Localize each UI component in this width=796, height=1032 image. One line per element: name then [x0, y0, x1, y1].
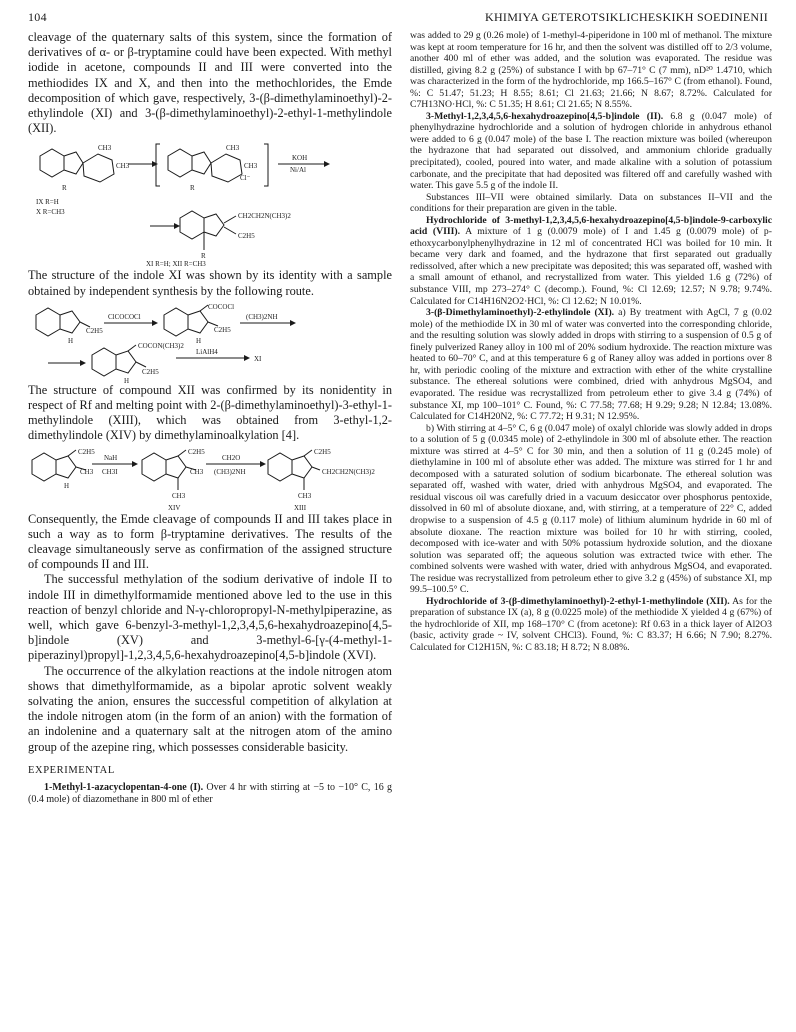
label-lialh4: LiAlH4 — [196, 347, 218, 356]
caption-xi-xii: XI R=H; XII R=CH3 — [146, 260, 206, 269]
label-nah: NaH — [104, 453, 118, 462]
label-ch2o: CH2O — [222, 453, 241, 462]
paragraph: The structure of compound XII was confirmed by its nonidentity in respect of Rf and melting point with 2-(β-dimethylaminoethyl)-3-ethyl-1-methylindole (XIII), which was obtained from 3-ethyl-1,2-dimethylindole (XIV) by dimethylaminoalkylation [4]. — [28, 382, 392, 443]
compound-body: Over 4 hr with stirring at −5 to −10° C, 16 g (0.4 mole) of diazomethane in 800 ml of ether — [28, 781, 392, 806]
label-ch3-top-2: CH3 — [226, 144, 240, 153]
label-et-c: C2H5 — [314, 447, 331, 456]
label-side-chain: CH2CH2N(CH3)2 — [238, 212, 291, 221]
section-heading-experimental: EXPERIMENTAL — [28, 764, 115, 776]
label-ch3i: CH3I — [102, 467, 118, 476]
paragraph: b) With stirring at 4–5° C, 6 g (0.047 mole) of oxalyl chloride was slowly added in drops to a solution of 5 g (0.0345 mole) of 2-ethylindole in 300 ml of absolute ether. The reaction mixture was stirred at 4–5° C for 30 min, and then a solution of 11 g (0.245 mole) of diethylamine in 100 ml of absolute ether was added. The mixture was stirred for 1 hr and decomposed with a saturated solution of sodium bicarbonate. The ethereal solution was separated off, washed with water, dried with anhydrous MgSO4, and evaporated. The residual viscous oil was carefully dried in a vacuum desiccator over phosphorus pentoxide, dissolved in 60 ml of absolute dioxane, and, with stirring, at a temperature of 22° C, added dropwise to a suspension of 4.5 g (0.117 mole) of lithium aluminum hydride in 60 ml of absolute dioxane. The reaction mixture was boiled for 10 hr with stirring, cooled, decomposed with ice-water and with 50% potassium hydroxide solution, and the dioxane solution was separated off; the aqueous solution was extracted twice with ether. The combined solvents were washed with water, dried with anhydrous MgSO4, and evaporated. The residue was recrystallized from petroleum ether to give 3.2 g (45%) of substance XI, mp 99.5–100.5° C. — [410, 422, 772, 596]
label-r1: R — [62, 184, 67, 193]
label-me-b: CH3 — [190, 467, 204, 476]
compound-title: 3-Methyl-1,2,3,4,5,6-hexahydroazepino[4,5-b]indole (II). — [426, 110, 664, 122]
label-et-3: C2H5 — [142, 367, 159, 376]
reaction-scheme-xiii — [28, 446, 392, 512]
label-dimethylamine: (CH3)2NH — [246, 312, 278, 321]
label-chloride: Cl⁻ — [240, 174, 251, 183]
label-ch3-n: CH3 — [116, 162, 130, 171]
label-nh-1: H — [68, 336, 74, 345]
paragraph — [410, 307, 772, 422]
paragraph: The successful methylation of the sodium derivative of indole II to indole III in dimethylformamide mentioned above led to the use in this reaction of benzyl chloride and N-γ-chloropropyl-N-methylpiperazine, as well, which gave 6-benzyl-3-methyl-1,2,3,4,5,6-hexahydroazepino[4,5-b]indole (XV) and 3-methyl-6-[γ-(4-methyl-1-piperazinyl)propyl]-1,2,3,4,5,6-hexahydroazepino[4,5-b]indole (XVI). — [28, 572, 392, 663]
compound-body: a) By treatment with AgCl, 7 g (0.02 mole) of the methiodide IX in 30 ml of water was converted into the corresponding chloride, and the resulting solution was slowly added in drops with stirring to a suspension of 0.5 g of finely pulverized Raney alloy in 100 ml of 20% sodium hydroxide. The reaction mixture was heated to 60–70° C, and at this temperature 6 g of Raney alloy was added in portions over 8 hr, with periodic cooling of the mixture and extraction with ether of the white crystalline substance. The ethereal solutions were combined, dried with anhydrous MgSO4, and evaporated. The residue was recrystallized from petroleum ether to give 3.4 g (74%) of substance XI, mp 100–101° C. Found, %: C 77.58; 77.68; H 9.29; 9.28; N 12.84; 13.08%. Calculated for C14H20N2, %: C 77.72; H 9.31; N 12.95%. — [410, 307, 772, 423]
label-ch3-top: CH3 — [98, 144, 112, 153]
scheme-emde-svg — [28, 138, 392, 268]
compound-body: As for the preparation of substance IX (a), 8 g (0.0225 mole) of the methiodide X yielded 4 g (67%) of the hydrochloride of XII, mp 168–170° C (from acetone): Rf 0.63 in a thick layer of Al2O3 (basic, activity grade ~ IV, solvent CHCl3). Found, %: C 83.37; H 6.66; N 7.90; 8.27%. Calculated for C12H15N, %: C 83.18; H 8.72; N 8.08%. — [410, 595, 772, 653]
right-column — [410, 30, 772, 654]
compound-body: 6.8 g (0.047 mole) of phenylhydrazine hydrochloride and a solution of hydrogen chloride in anhydrous ethanol were added to 6 g (0.047 mole) of the base I. The reaction mixture was boiled (whereupon the hydrazone that had separated out dissolved, and ammonium chloride gradually precipitated), cooled, poured into water, and made alkaline with a solution of potassium carbonate, and the precipitate that had deposited was filtered off and carefully washed with water. This gave 5.5 g of the indole II. — [410, 110, 772, 192]
label-et-b: C2H5 — [188, 447, 205, 456]
label-x: X R=CH3 — [36, 208, 65, 217]
paragraph-experimental-1 — [28, 782, 392, 807]
label-cocon: COCON(CH3)2 — [138, 341, 184, 350]
label-cococl: COCOCl — [208, 302, 235, 311]
label-ix: IX R=H — [36, 198, 59, 207]
compound-title: Hydrochloride of 3-(β-dimethylaminoethyl)-2-ethyl-1-methylindole (XII). — [426, 595, 730, 607]
compound-title: 3-(β-Dimethylaminoethyl)-2-ethylindole (XI). — [426, 307, 615, 319]
label-ch3-n-2: CH3 — [244, 162, 258, 171]
label-nh-2: H — [196, 336, 202, 345]
label-ni-al: Ni/Al — [290, 166, 306, 175]
compound-body: A mixture of 1 g (0.0079 mole) of I and 1.45 g (0.0079 mole) of p-ethoxycarbonylphenylhydrazine in 12 ml of concentrated HCl was boiled for 10 min. It became very dark and foamed, and the hydrazone that first separated out gradually redissolved, after which a new precipitate was deposited; this was separated off, washed with a small amount of ethanol, and recrystallized from water. This yielded 1.6 g (72%) of substance VIII, mp 273–274° C (decomp.). Found, %: Cl 12.69; 12.57; N 9.78; 9.74%. Calculated for C14H16N2O2·HCl, %: Cl 12.62; N 10.01%. — [410, 226, 772, 307]
paragraph: The structure of the indole XI was shown by its identity with a sample obtained by independent synthesis by the following route. — [28, 268, 392, 298]
label-r3: R — [201, 252, 206, 261]
label-nme-b: CH3 — [172, 491, 186, 500]
journal-title: KHIMIYA GETEROTSIKLICHESKIKH SOEDINENII — [484, 10, 768, 24]
label-xiv: XIV — [168, 503, 181, 512]
paragraph — [410, 111, 772, 192]
paragraph: Consequently, the Emde cleavage of compounds II and III takes place in such a way as to form β-tryptamine derivatives. The results of the cleavage simultaneously serve as confirmation of the assigned structure of compounds II and III. — [28, 511, 392, 572]
label-me-a: CH3 — [80, 467, 94, 476]
scheme-synthesis-svg — [28, 301, 392, 383]
compound-title: Hydrochloride of 3-methyl-1,2,3,4,5,6-hexahydroazepino[4,5-b]indole-9-carboxylic acid (VIII). — [410, 214, 772, 238]
label-ethyl: C2H5 — [238, 232, 255, 241]
label-dimethylamine-2: (CH3)2NH — [214, 467, 246, 476]
paragraph: cleavage of the quaternary salts of this system, since the formation of derivatives of α- or β-tryptamine could have been expected. With methyl iodide in acetone, compounds II and III were converted into the methiodides IX and X, and then into the methochlorides, the Emde decomposition of which gave, respectively, 3-(β-dimethylaminoethyl)-2-ethylindole (XI) and 3-(β-dimethylaminoethyl)-2-ethyl-1-methylindole (XII). — [28, 30, 392, 136]
label-target-xi: XI — [254, 354, 262, 363]
paragraph: Substances III–VII were obtained similarly. Data on substances II–VII and the conditions for their preparation are given in the table. — [410, 191, 772, 215]
left-column — [28, 30, 392, 807]
paragraph: The occurrence of the alkylation reactions at the indole nitrogen atom shows that dimethylformamide, as a bipolar aprotic solvent weakly solvating the anion, ensures the successful competition of alkylation at the indole nitrogen atom (in the form of an anion) with the formation of an indolenine and a quaternary salt at the nitrogen atom of the amino group of the azepine ring, which possesses considerable basicity. — [28, 663, 392, 754]
label-et-1: C2H5 — [86, 326, 103, 335]
page-header — [28, 10, 768, 28]
compound-title: 1-Methyl-1-azacyclopentan-4-one (I). — [44, 781, 204, 793]
label-chain-c: CH2CH2N(CH3)2 — [322, 467, 375, 476]
paragraph — [410, 215, 772, 307]
page-number: 104 — [28, 10, 47, 24]
reaction-scheme-synthesis — [28, 301, 392, 383]
label-et-2: C2H5 — [214, 325, 231, 334]
label-xiii: XIII — [294, 503, 307, 512]
label-nme-c: CH3 — [298, 491, 312, 500]
label-et-a: C2H5 — [78, 447, 95, 456]
label-oxalyl-chloride: ClCOCOCl — [108, 312, 141, 321]
scheme-xiii-svg — [28, 446, 392, 512]
label-h-a: H — [64, 481, 70, 490]
label-nh-3: H — [124, 376, 130, 383]
label-koh: KOH — [292, 154, 308, 163]
paragraph — [410, 596, 772, 654]
label-r2: R — [190, 184, 195, 193]
paragraph: was added to 29 g (0.26 mole) of 1-methyl-4-piperidone in 100 ml of methanol. The mixture was kept at room temperature for 16 hr, and then the solvent was distilled off to 2/3 volume, another 400 ml of ether was added, and the solution was evaporated. The residue was distilled, giving 8.2 g (25%) of substance I with bp 67–71° C (7 mm), nD²⁰ 1.4710, which was characterized in the form of the hydrochloride, mp 166.5–167° C (from ethanol). Found, %: C 51.47; 51.23; H 8.55; 8.61; Cl 21.63; 21.66; N 8.67; 8.72%. Calculated for C7H13NO·HCl, %: C 51.35; H 8.61; Cl 21.65; N 8.55%. — [410, 30, 772, 111]
reaction-scheme-emde — [28, 138, 392, 268]
